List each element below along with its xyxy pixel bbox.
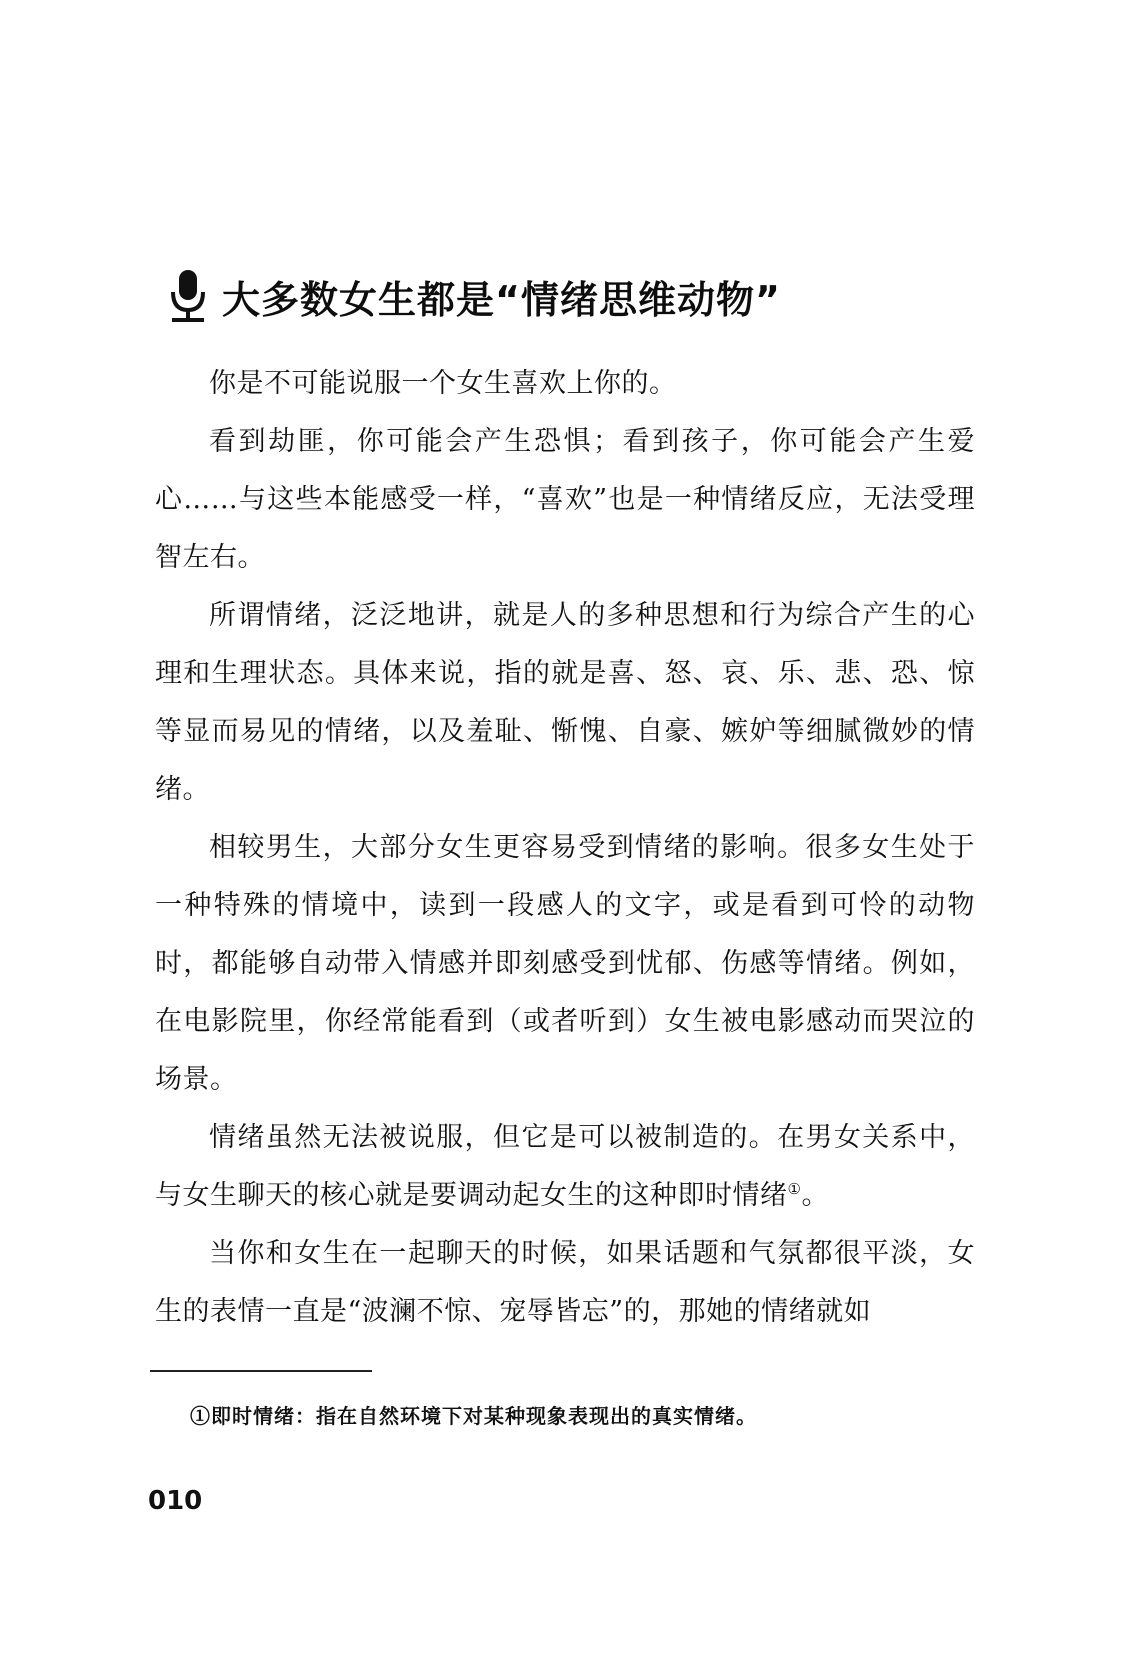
paragraph-text: 情绪虽然无法被说服，但它是可以被制造的。在男女关系中， <box>209 1122 975 1153</box>
paragraph-text: 。 <box>801 1180 829 1211</box>
body-text <box>155 355 975 1341</box>
footnote-marker: ① <box>787 1180 802 1198</box>
paragraph: 所谓情绪，泛泛地讲，就是人的多种思想和行为综合产生的心理和生理状态。具体来说，指的就是喜、怒、哀、乐、悲、恐、惊等显而易见的情绪，以及羞耻、惭愧、自豪、嫉妒等细腻微妙的情绪。 <box>155 600 975 805</box>
microphone-icon <box>168 268 208 324</box>
paragraph: 看到劫匪，你可能会产生恐惧；看到孩子，你可能会产生爱心……与这些本能感受一样，“喜欢”也是一种情绪反应，无法受理智左右。 <box>155 426 975 573</box>
footnote-divider <box>150 1370 372 1372</box>
paragraph: 你是不可能说服一个女生喜欢上你的。 <box>209 368 677 399</box>
section-heading <box>168 268 781 324</box>
paragraph-text: 与女生聊天的核心就是要调动起女生的这种即时情绪 <box>155 1180 788 1211</box>
paragraph: 相较男生，大部分女生更容易受到情绪的影响。很多女生处于一种特殊的情境中，读到一段感人的文字，或是看到可怜的动物时，都能够自动带入情感并即刻感受到忧郁、伤感等情绪。例如，在电影院里，你经常能看到（或者听到）女生被电影感动而哭泣的场景。 <box>155 832 975 1095</box>
page-number: 010 <box>148 1486 203 1516</box>
section-title: 大多数女生都是“情绪思维动物” <box>222 277 781 322</box>
footnote: ①即时情绪：指在自然环境下对某种现象表现出的真实情绪。 <box>190 1404 757 1428</box>
paragraph: 当你和女生在一起聊天的时候，如果话题和气氛都很平淡，女生的表情一直是“波澜不惊、宠辱皆忘”的，那她的情绪就如 <box>155 1238 975 1327</box>
paragraph <box>155 1109 975 1225</box>
